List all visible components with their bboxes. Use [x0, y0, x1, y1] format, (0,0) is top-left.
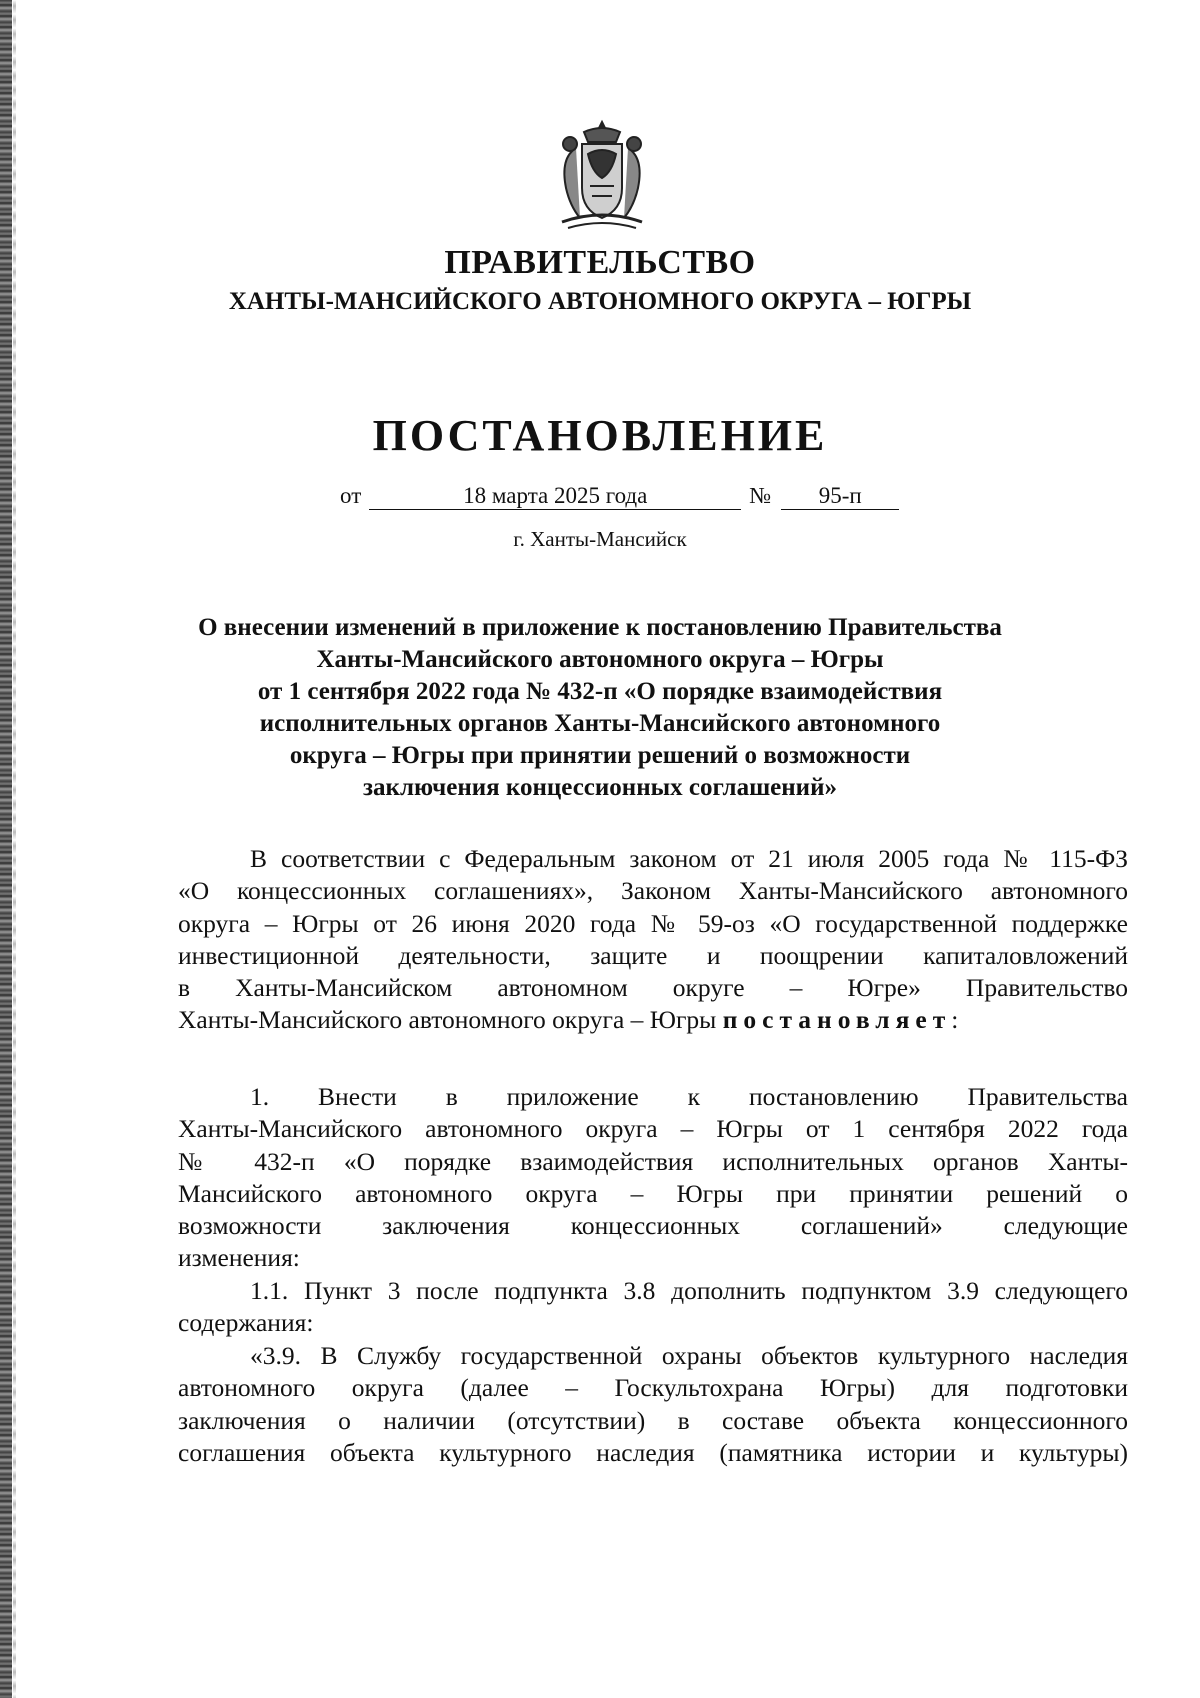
paragraph-line: 1. Внести в приложение к постановлению Правительства — [250, 1082, 1128, 1111]
paragraph-line: № 432-п «О порядке взаимодействия исполнительных органов Ханты- — [178, 1146, 1128, 1176]
resolve-suffix: : — [951, 1005, 959, 1035]
subject-line: от 1 сентября 2022 года № 432-п «О порядке взаимодействия — [257, 678, 943, 705]
paragraph-line: возможности заключения концессионных соглашений» следующие — [178, 1211, 1128, 1241]
document-type: ПОСТАНОВЛЕНИЕ — [372, 411, 828, 460]
paragraph-line — [178, 1004, 1128, 1036]
document-subject — [190, 612, 1010, 804]
item-1-paragraph — [178, 1081, 1128, 1275]
coat-of-arms-icon — [554, 118, 650, 232]
subject-line: округа – Югры при принятии решений о возможности — [289, 742, 911, 769]
paragraph-line: В соответствии с Федеральным законом от 21 июля 2005 года № 115-ФЗ — [250, 844, 1128, 873]
item-3-9-paragraph — [178, 1340, 1128, 1469]
paragraph-line: инвестиционной деятельности, защите и поощрении капиталовложений — [178, 940, 1128, 970]
paragraph-line: изменения: — [178, 1243, 300, 1273]
paragraph-line: соглашения объекта культурного наследия (памятника истории и культуры) — [178, 1437, 1128, 1467]
paragraph-line: Мансийского автономного округа – Югры при принятии решений о — [178, 1178, 1128, 1208]
paragraph-line: в Ханты-Мансийском автономном округе – Югре» Правительство — [178, 973, 1128, 1003]
paragraph-line: содержания: — [178, 1308, 314, 1338]
paragraph-line: «3.9. В Службу государственной охраны объектов культурного наследия — [250, 1341, 1128, 1370]
item-1-1-paragraph — [178, 1275, 1128, 1340]
paragraph-line: Ханты-Мансийского автономного округа – Югры от 1 сентября 2022 года — [178, 1114, 1128, 1144]
preamble-last-text: Ханты-Мансийского автономного округа – Югры — [178, 1005, 723, 1035]
city: г. Ханты-Мансийск — [513, 527, 687, 551]
subject-line: Ханты-Мансийского автономного округа – Югры — [316, 646, 884, 673]
paragraph-line: «О концессионных соглашениях», Законом Ханты-Мансийского автономного — [178, 876, 1128, 906]
region-title: ХАНТЫ-МАНСИЙСКОГО АВТОНОМНОГО ОКРУГА – ЮГРЫ — [228, 288, 972, 315]
document-date: 18 марта 2025 года — [369, 483, 741, 510]
preamble-paragraph — [178, 843, 1128, 1037]
government-title: ПРАВИТЕЛЬСТВО — [444, 244, 756, 281]
document-number: 95-п — [781, 483, 899, 510]
date-prefix: от — [340, 483, 362, 508]
number-sign: № — [749, 483, 772, 508]
paragraph-line: 1.1. Пункт 3 после подпункта 3.8 дополнить подпунктом 3.9 следующего — [250, 1276, 1128, 1305]
date-number-line — [340, 483, 899, 510]
paragraph-line: округа – Югры от 26 июня 2020 года № 59-оз «О государственной поддержке — [178, 908, 1128, 938]
subject-line: исполнительных органов Ханты-Мансийского автономного — [259, 710, 941, 737]
resolve-word: постановляет — [722, 1005, 952, 1035]
subject-line: заключения концессионных соглашений» — [363, 774, 837, 801]
paragraph-line: автономного округа (далее – Госкультохрана Югры) для подготовки — [178, 1373, 1128, 1403]
paragraph-line: заключения о наличии (отсутствии) в составе объекта концессионного — [178, 1405, 1128, 1435]
subject-line: О внесении изменений в приложение к постановлению Правительства — [198, 614, 1002, 641]
